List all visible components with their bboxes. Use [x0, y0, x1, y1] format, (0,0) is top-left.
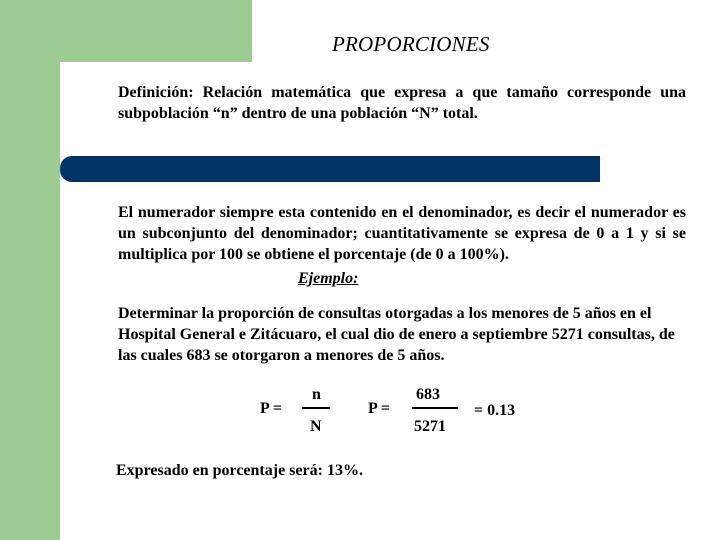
rounded-corner-decoration	[60, 62, 100, 102]
formula-p-label-2: P =	[368, 400, 391, 417]
formula-fraction-line-1	[302, 407, 330, 409]
page-title: PROPORCIONES	[332, 32, 490, 56]
formula-fraction-line-2	[412, 407, 458, 409]
formula-numerator-symbol: n	[312, 386, 321, 403]
formula-numerator-value: 683	[416, 386, 440, 403]
definition-paragraph: Definición: Relación matemática que expresa a que tamaño corresponde una subpoblación “n” dentro de una población “N” total.	[118, 84, 686, 122]
example-label: Ejemplo:	[298, 270, 359, 287]
conclusion-text: Expresado en porcentaje será: 13%.	[116, 462, 363, 479]
green-top-band	[0, 0, 252, 62]
navy-divider-bar	[60, 156, 600, 182]
formula-denominator-value: 5271	[414, 418, 446, 435]
formula-result: = 0.13	[474, 402, 516, 419]
example-paragraph: Determinar la proporción de consultas otorgadas a los menores de 5 años en el Hospital General e Zitácuaro, el cual dio de enero a septiembre 5271 consultas, de las cuales 683 se otorgaron a menores de 5 años.	[118, 305, 675, 364]
formula-denominator-symbol: N	[310, 418, 322, 435]
green-sidebar-band	[0, 0, 60, 540]
explanation-paragraph: El numerador siempre esta contenido en el denominador, es decir el numerador es un subconjunto del denominador; cuantitativamente se expresa de 0 a 1 y si se multiplica por 100 se obtiene el porcentaje (de 0 a 100%).	[118, 204, 686, 263]
formula-p-label-1: P =	[260, 400, 283, 417]
